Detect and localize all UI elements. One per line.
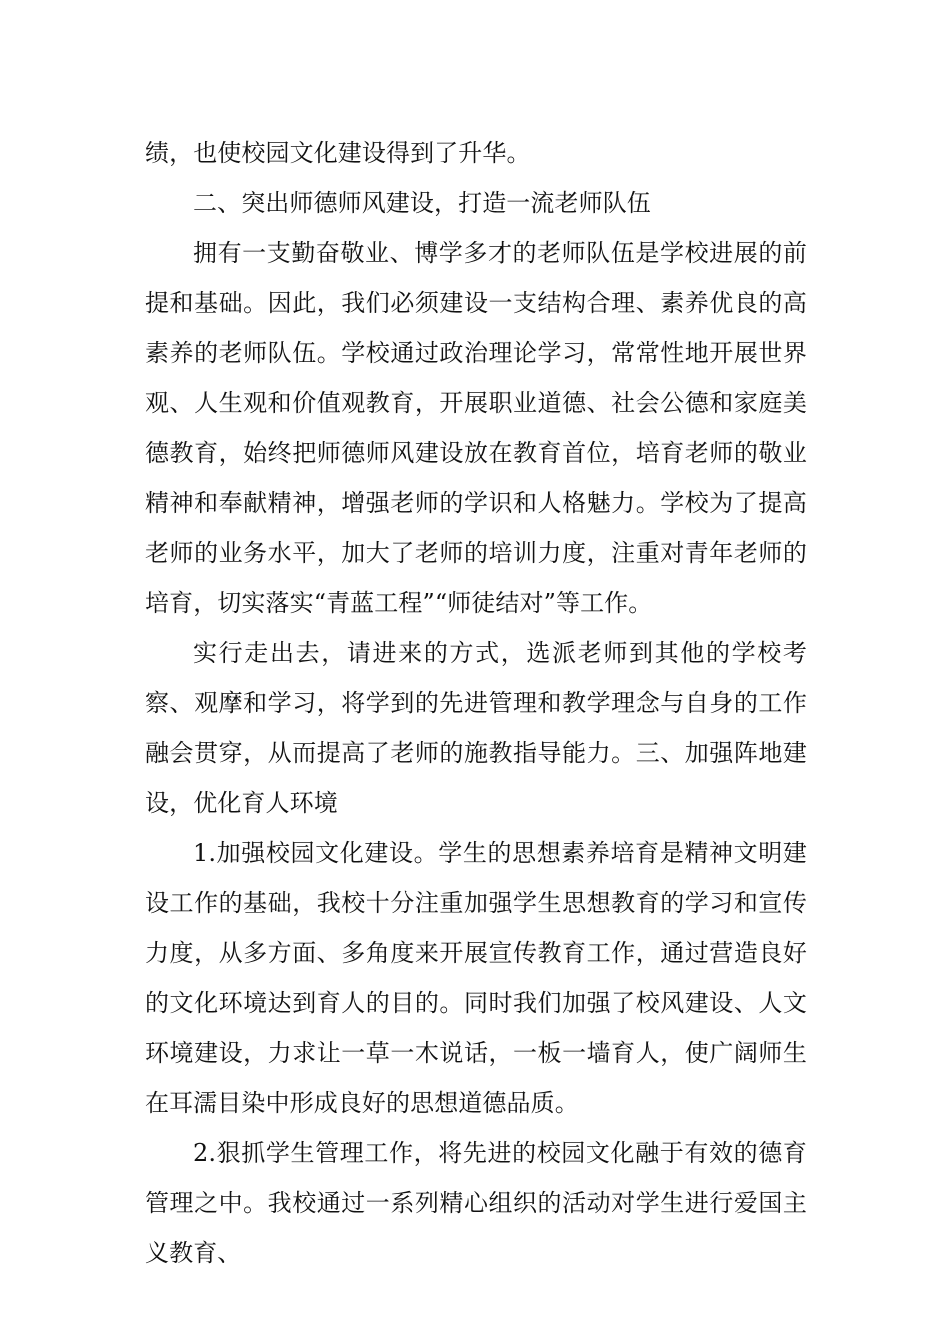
body-text	[145, 128, 807, 1278]
paragraph-student-management: 2.狠抓学生管理工作，将先进的校园文化融于有效的德育管理之中。我校通过一系列精心组织的活动对学生进行爱国主义教育、	[145, 1139, 807, 1267]
paragraph-teacher-team: 拥有一支勤奋敬业、博学多才的老师队伍是学校进展的前提和基础。因此，我们必须建设一支结构合理、素养优良的高素养的老师队伍。学校通过政治理论学习，常常性地开展世界观、人生观和价值观教育，开展职业道德、社会公德和家庭美德教育，始终把师德师风建设放在教育首位，培育老师的敬业精神和奉献精神，增强老师的学识和人格魅力。学校为了提高老师的业务水平，加大了老师的培训力度，注重对青年老师的培育，切实落实“青蓝工程”“师徒结对”等工作。	[145, 239, 807, 617]
paragraph-campus-culture: 1.加强校园文化建设。学生的思想素养培育是精神文明建设工作的基础，我校十分注重加强学生思想教育的学习和宣传力度，从多方面、多角度来开展宣传教育工作，通过营造良好的文化环境达到育人的目的。同时我们加强了校风建设、人文环境建设，力求让一草一木说话，一板一墙育人，使广阔师生在耳濡目染中形成良好的思想道德品质。	[145, 839, 807, 1117]
section-heading-2: 二、突出师德师风建设，打造一流老师队伍	[193, 189, 651, 217]
paragraph-continuation: 绩，也使校园文化建设得到了升华。	[145, 139, 531, 167]
paragraph-go-out-invite-in: 实行走出去，请进来的方式，选派老师到其他的学校考察、观摩和学习，将学到的先进管理和教学理念与自身的工作融会贯穿，从而提高了老师的施教指导能力。三、加强阵地建设，优化育人环境	[145, 639, 807, 817]
